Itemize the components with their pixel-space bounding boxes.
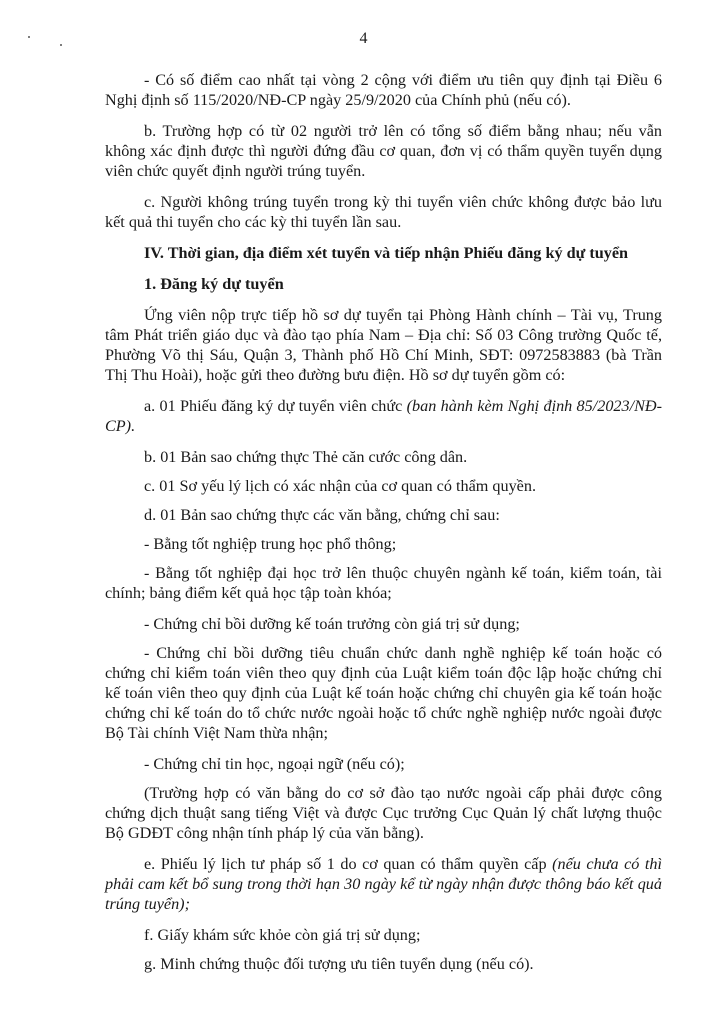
item-a-note: (ban hành kèm Nghị định 85/2023/NĐ-CP). <box>105 397 662 435</box>
item-d-university-degree: - Bằng tốt nghiệp đại học trở lên thuộc chuyên ngành kế toán, kiểm toán, tài chính; bảng điểm kết quả học tập toàn khóa; <box>105 564 662 602</box>
page-number: 4 <box>359 30 368 47</box>
paragraph-submission: Ứng viên nộp trực tiếp hồ sơ dự tuyển tại Phòng Hành chính – Tài vụ, Trung tâm Phát triển giáo dục và đào tạo phía Nam – Địa chỉ: Số 03 Công trường Quốc tế, Phường Võ thị Sáu, Quận 3, Thành phố Hồ Chí Minh, SĐT: 0972583883 (bà Trần Thị Thu Hoài), hoặc gửi theo đường bưu điện. Hồ sơ dự tuyển gồm có: <box>105 306 662 384</box>
item-a <box>105 396 662 436</box>
item-g: g. Minh chứng thuộc đối tượng ưu tiên tuyển dụng (nếu có). <box>144 955 534 973</box>
paragraph-tie-case: b. Trường hợp có từ 02 người trở lên có tổng số điểm bằng nhau; nếu vẫn không xác định được thì người đứng đầu cơ quan, đơn vị có thẩm quyền tuyển dụng viên chức quyết định người trúng tuyển. <box>105 122 662 180</box>
item-b: b. 01 Bản sao chứng thực Thẻ căn cước công dân. <box>144 448 468 466</box>
item-d-foreign-degree-note: (Trường hợp có văn bằng do cơ sở đào tạo nước ngoài cấp phải được công chứng dịch thuật sang tiếng Việt và được Cục trưởng Cục Quản lý chất lượng thuộc Bộ GDĐT công nhận tính pháp lý của văn bằng). <box>105 784 662 842</box>
item-d-chief-accountant-cert: - Chứng chỉ bồi dưỡng kế toán trưởng còn giá trị sử dụng; <box>144 615 520 633</box>
item-f: f. Giấy khám sức khỏe còn giá trị sử dụng; <box>144 926 421 944</box>
section-heading-registration: 1. Đăng ký dự tuyển <box>144 275 284 293</box>
document-body <box>105 70 662 983</box>
item-d-hs-diploma: - Bằng tốt nghiệp trung học phổ thông; <box>144 535 397 553</box>
item-d-it-language-cert: - Chứng chỉ tin học, ngoại ngữ (nếu có); <box>144 755 405 773</box>
item-a-text: a. 01 Phiếu đăng ký dự tuyển viên chức <box>144 397 407 415</box>
item-c: c. 01 Sơ yếu lý lịch có xác nhận của cơ quan có thẩm quyền. <box>144 477 537 495</box>
item-d: d. 01 Bản sao chứng thực các văn bằng, chứng chỉ sau: <box>144 506 500 524</box>
section-heading-iv: IV. Thời gian, địa điểm xét tuyển và tiếp nhận Phiếu đăng ký dự tuyển <box>144 244 629 262</box>
paragraph-priority-score: - Có số điểm cao nhất tại vòng 2 cộng với điểm ưu tiên quy định tại Điều 6 Nghị định số 115/2020/NĐ-CP ngày 25/9/2020 của Chính phủ (nếu có). <box>105 71 662 109</box>
item-e-text: e. Phiếu lý lịch tư pháp số 1 do cơ quan có thẩm quyền cấp <box>144 855 553 873</box>
item-d-professional-cert: - Chứng chỉ bồi dưỡng tiêu chuẩn chức danh nghề nghiệp kế toán hoặc có chứng chỉ kiểm toán viên theo quy định của Luật kiểm toán độc lập hoặc chứng chỉ kế toán viên theo quy định của Luật kế toán hoặc chứng chỉ chuyên gia kế toán hoặc chứng chỉ kế toán do tổ chức nước ngoài hoặc tổ chức nghề nghiệp nước ngoài được Bộ Tài chính Việt Nam thừa nhận; <box>105 644 662 742</box>
item-e-note: (nếu chưa có thì phải cam kết bổ sung trong thời hạn 30 ngày kể từ ngày nhận được thông báo kết quả trúng tuyển); <box>105 855 662 913</box>
paragraph-no-reserve: c. Người không trúng tuyển trong kỳ thi tuyển viên chức không được bảo lưu kết quả thi tuyển cho các kỳ thi tuyển lần sau. <box>105 193 662 231</box>
item-e <box>105 854 662 914</box>
